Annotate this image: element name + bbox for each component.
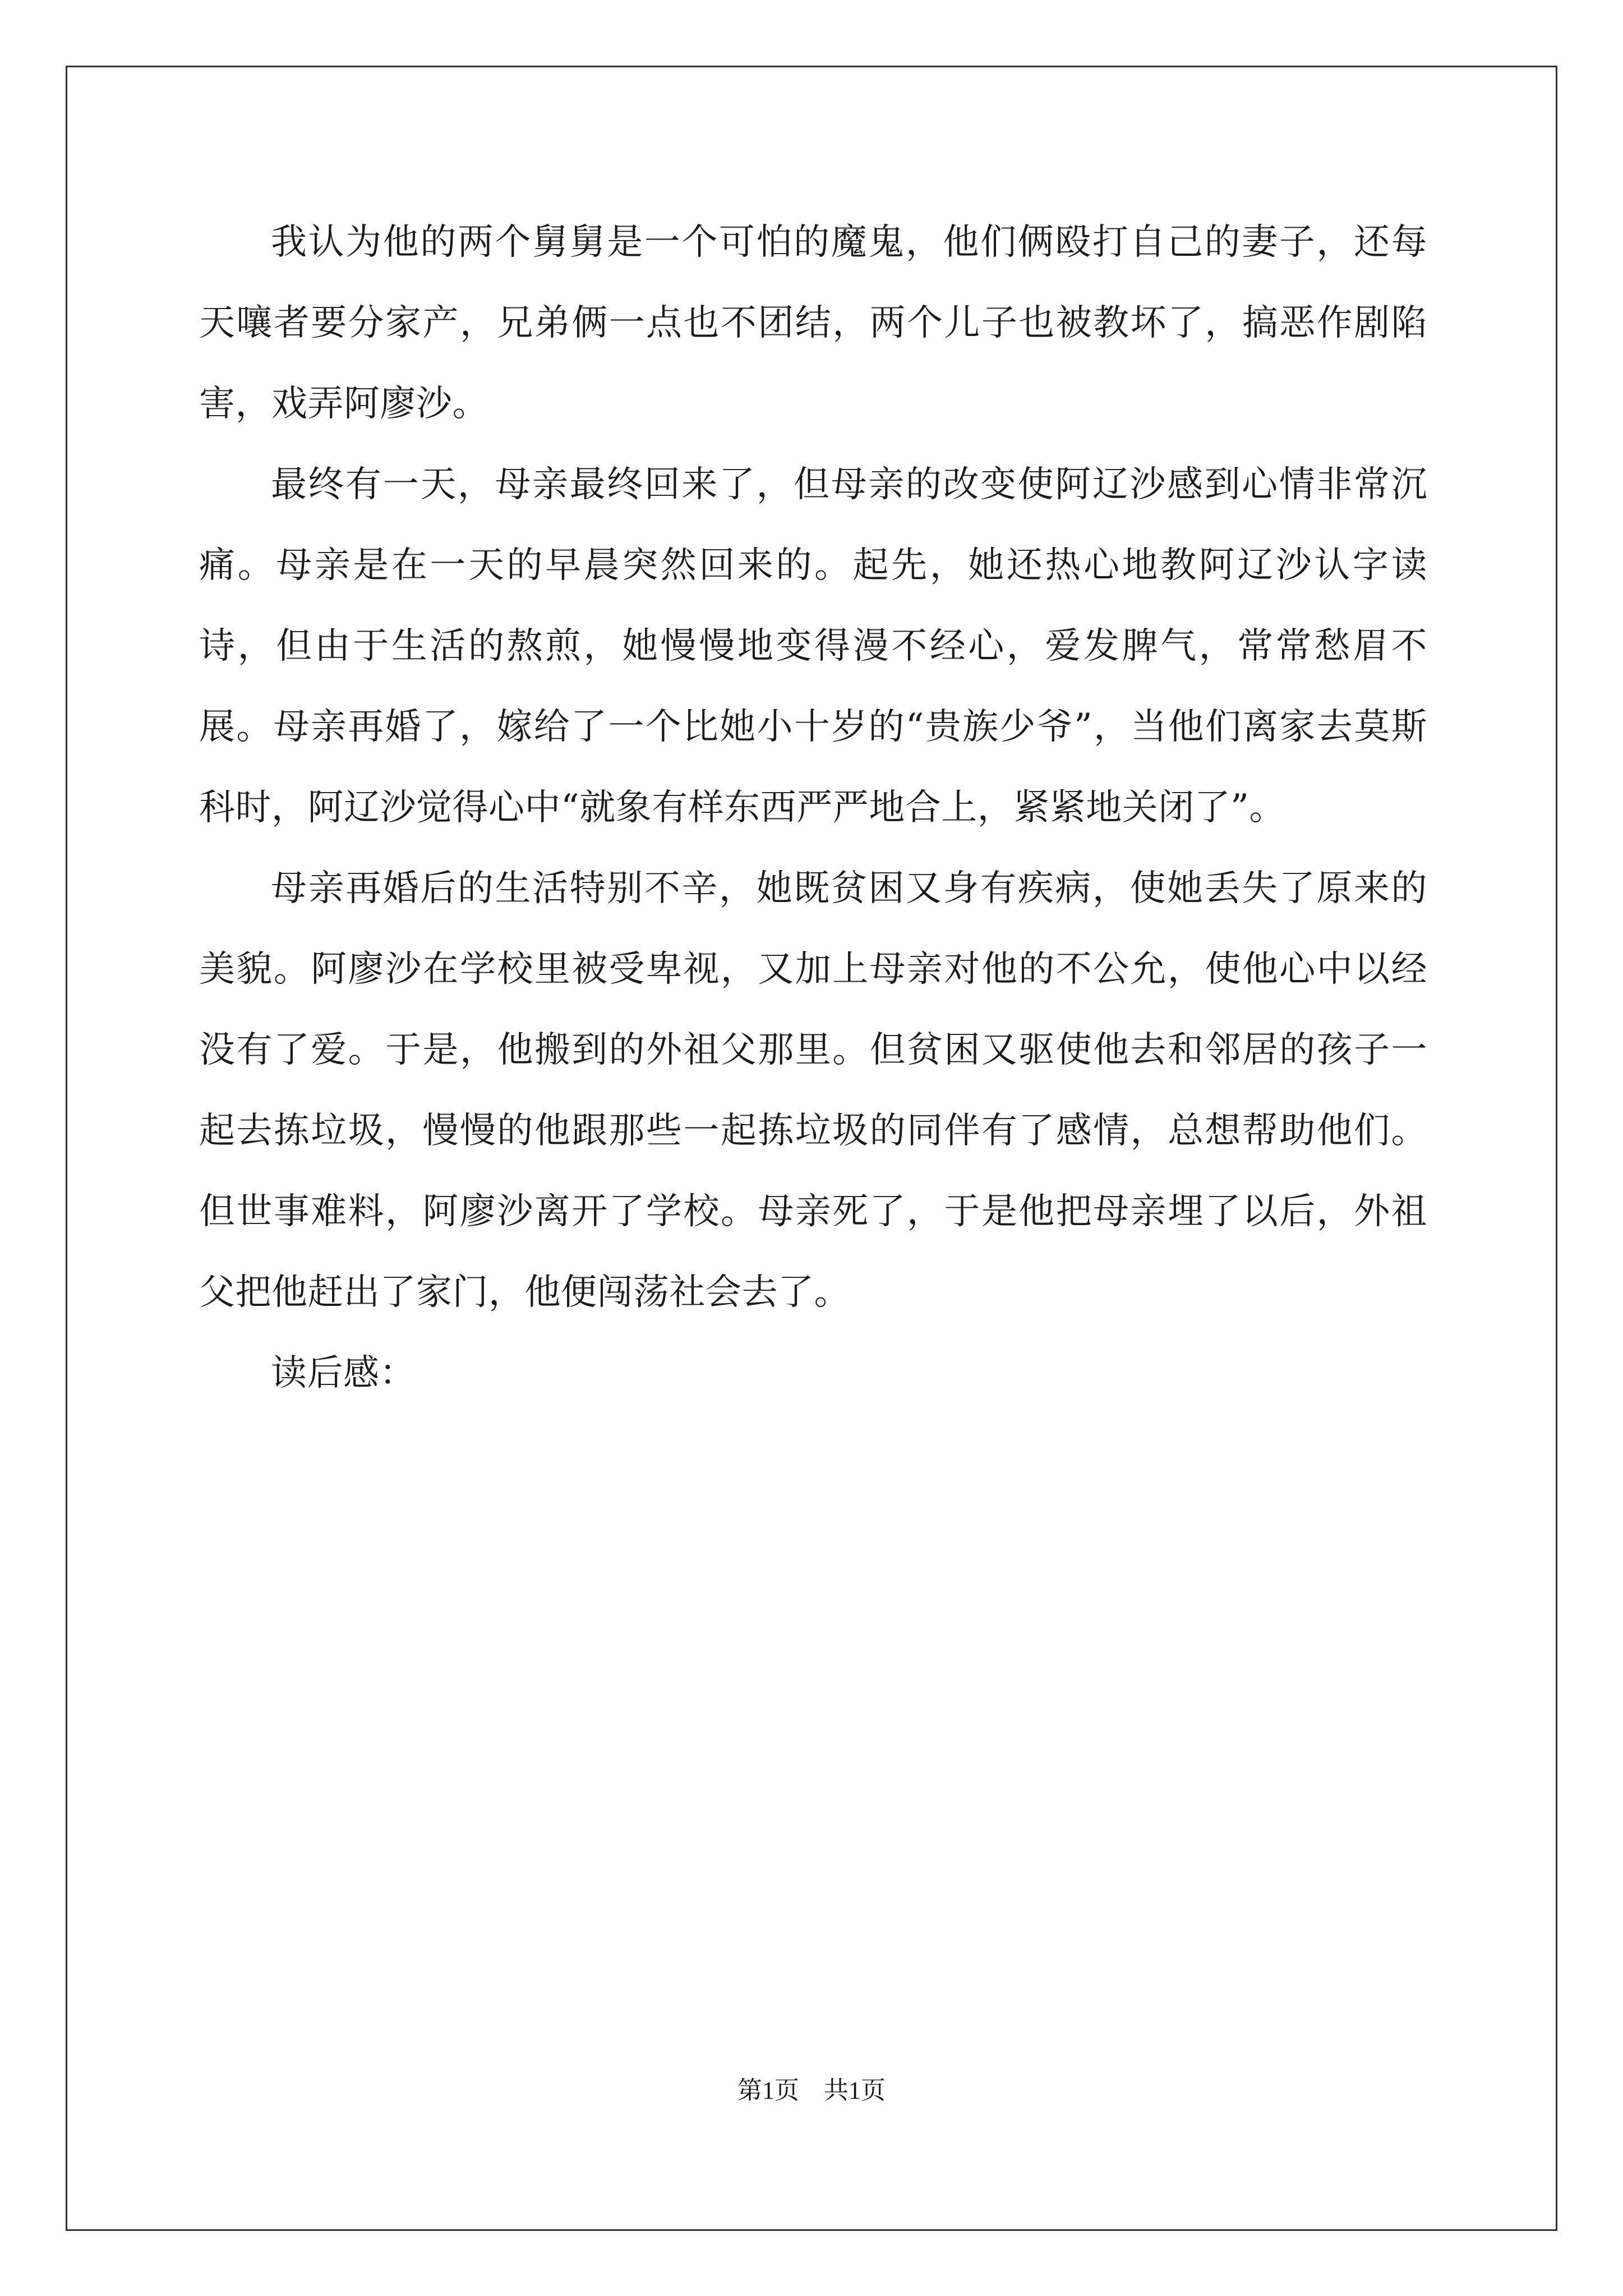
page-number: 第1页 (737, 2077, 799, 2104)
page-total: 共1页 (824, 2077, 886, 2104)
paragraph: 读后感： (271, 1352, 416, 1394)
paragraph: 最终有一天，母亲最终回来了，但母亲的改变使阿辽沙感到心情非常沉痛。母亲是在一天的早晨突然回来的。起先，她还热心地教阿辽沙认字读诗，但由于生活的熬煎，她慢慢地变得漫不经心，爱发脾气，常常愁眉不展。母亲再婚了，嫁给了一个比她小十岁的“贵族少爷”，当他们离家去莫斯科时，阿辽沙觉得心中“就象有样东西严严地合上，紧紧地关闭了”。 (199, 464, 1427, 829)
paragraph: 母亲再婚后的生活特别不辛，她既贫困又身有疾病，使她丢失了原来的美貌。阿廖沙在学校里被受卑视，又加上母亲对他的不公允，使他心中以经没有了爱。于是，他搬到的外祖父那里。但贫困又驱使他去和邻居的孩子一起去拣垃圾，慢慢的他跟那些一起拣垃圾的同伴有了感情，总想帮助他们。但世事难料，阿廖沙离开了学校。母亲死了，于是他把母亲埋了以后，外祖父把他赶出了家门，他便闯荡社会去了。 (199, 868, 1427, 1313)
document-body (199, 202, 1427, 1414)
page-footer (0, 2070, 1623, 2106)
paragraph: 我认为他的两个舅舅是一个可怕的魔鬼，他们俩殴打自己的妻子，还每天嚷者要分家产，兄弟俩一点也不团结，两个儿子也被教坏了，搞恶作剧陷害，戏弄阿廖沙。 (199, 222, 1427, 425)
